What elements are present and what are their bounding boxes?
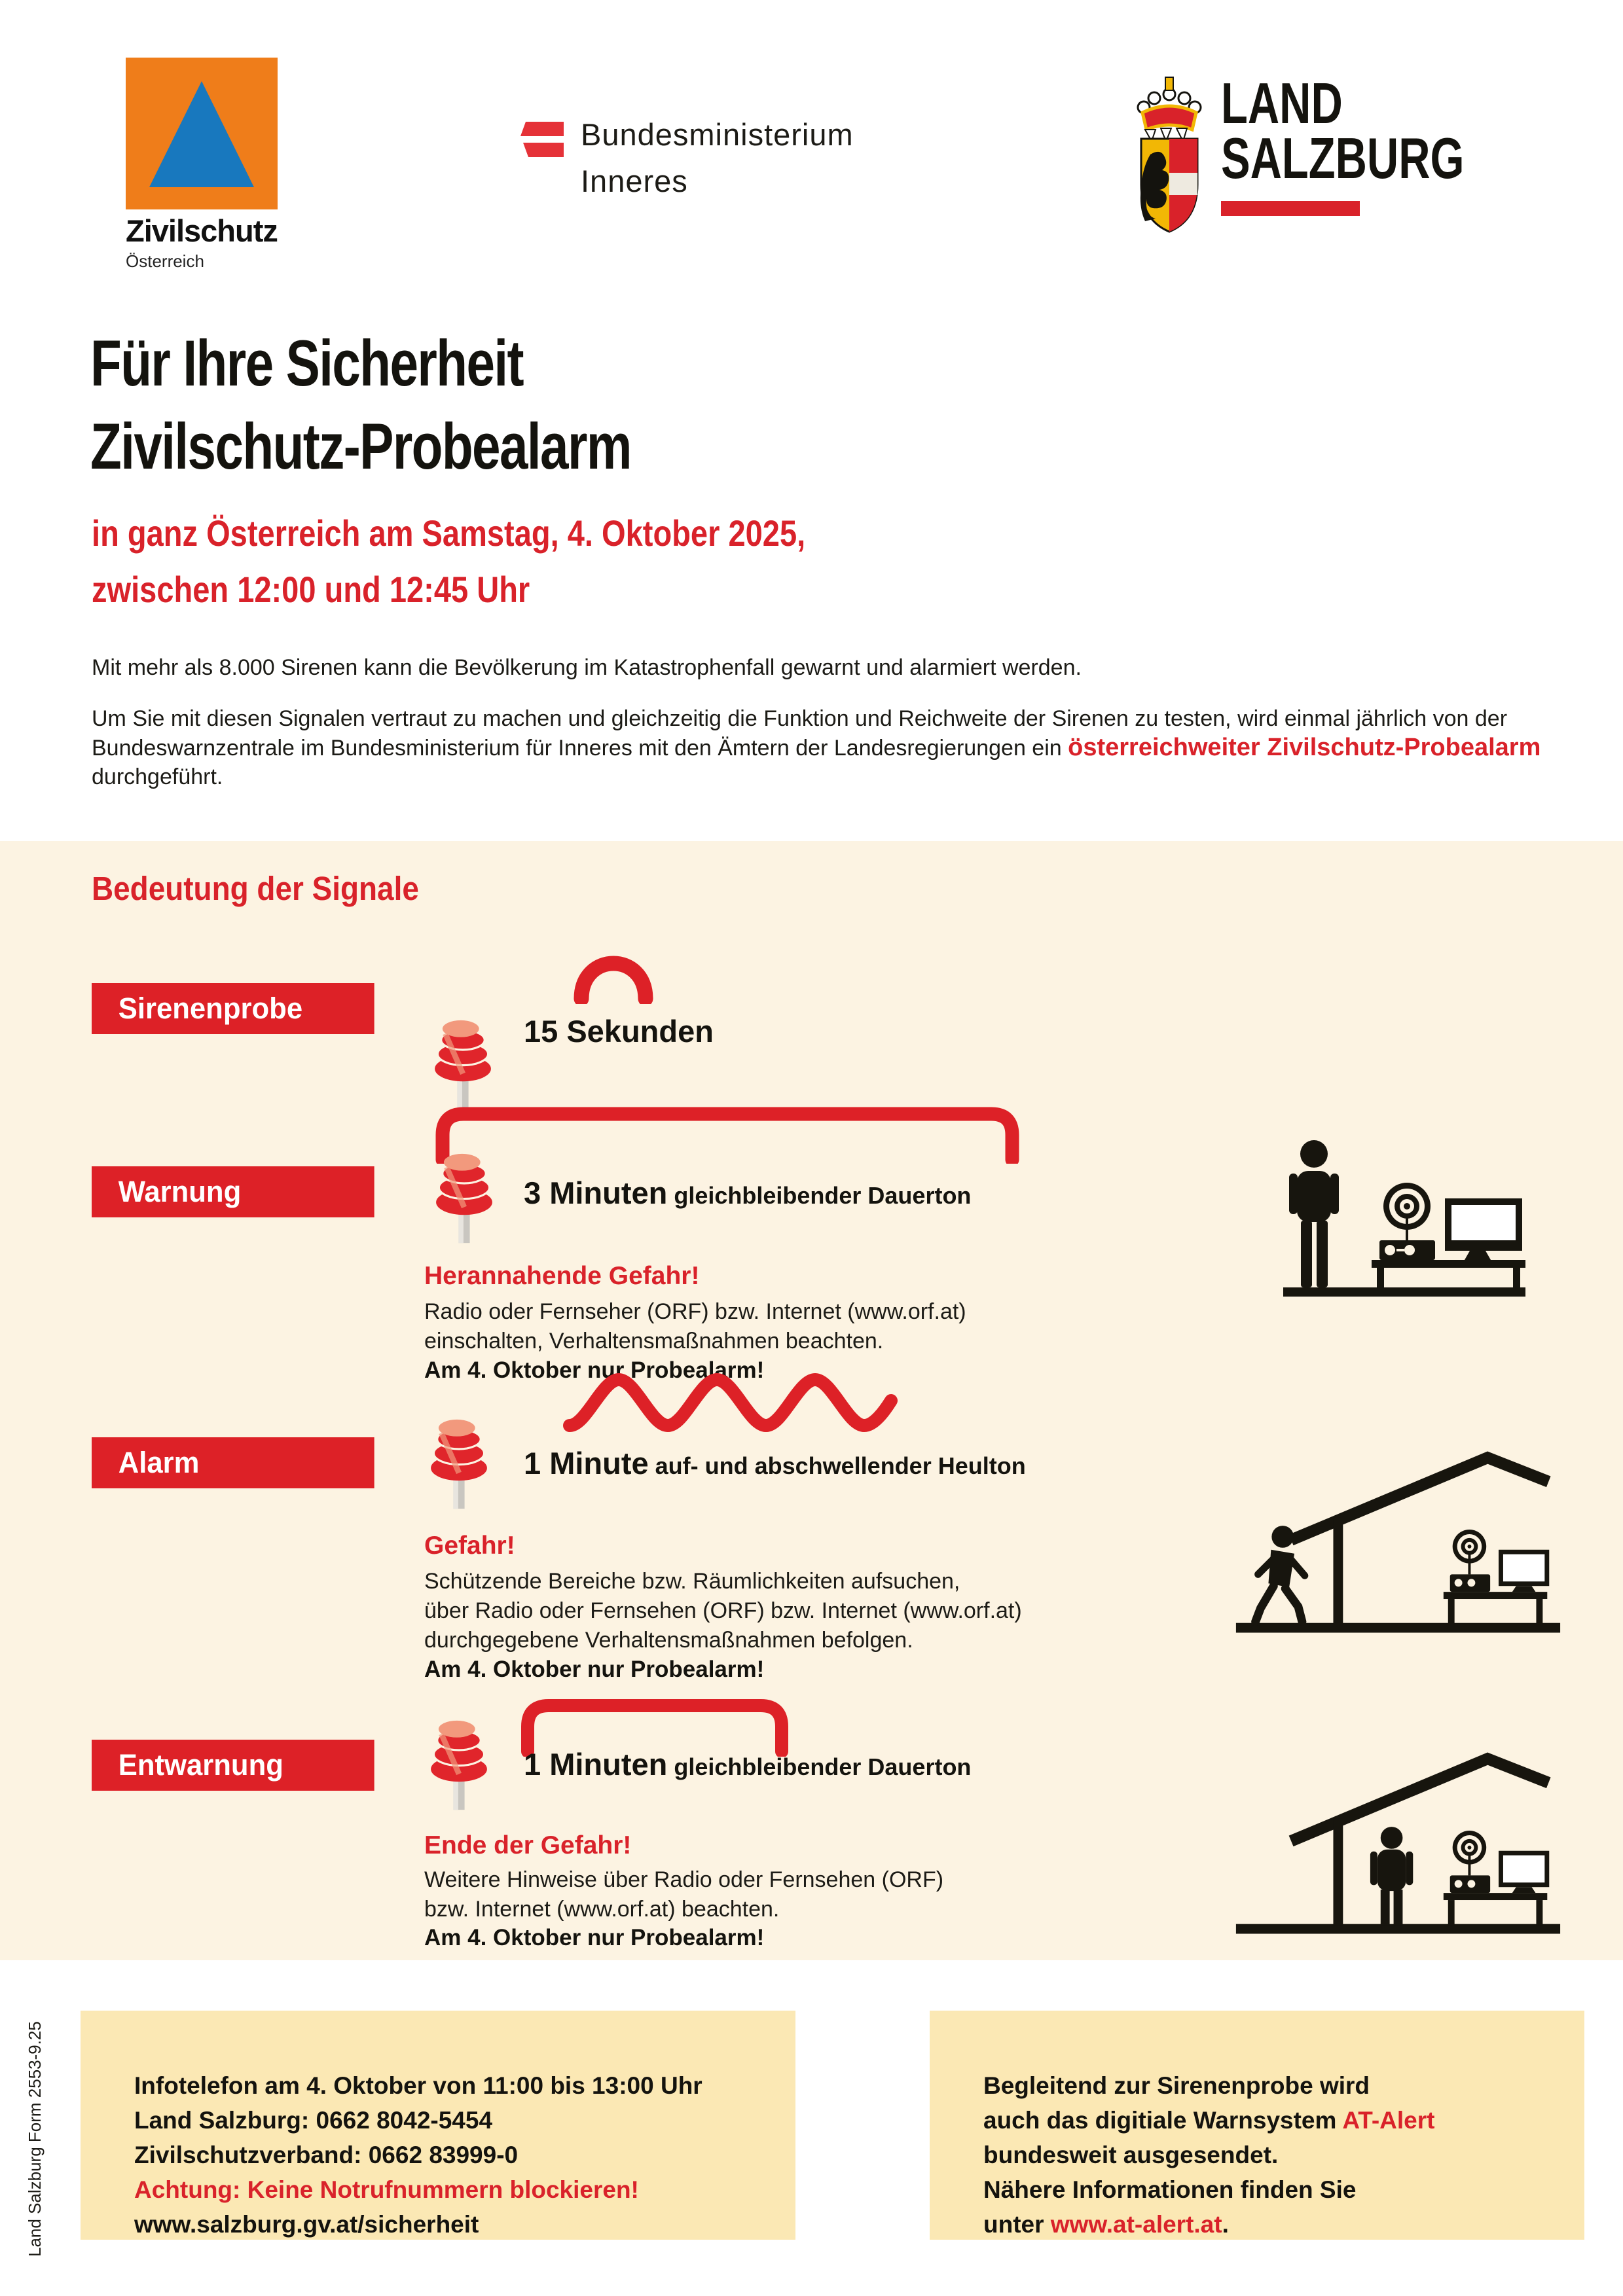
signal-label-entwarnung: Entwarnung xyxy=(92,1740,374,1791)
signal-desc-line: bzw. Internet (www.orf.at) beachten. xyxy=(424,1897,780,1922)
signal-bold-line: Am 4. Oktober nur Probealarm! xyxy=(424,1657,765,1682)
signal-alert-alarm: Gefahr! xyxy=(424,1532,515,1560)
intro-p2-start: Um Sie mit diesen Signalen vertraut zu machen und gleichzeitig die Funktion und Reichweite der Sirenen zu testen, wird einmal jährlich von der Bundeswarnzentrale im Bundesministerium für Inneres mit den Ämtern der Landesregierungen ein xyxy=(92,706,1508,761)
signal-duration-suffix: gleichbleibender Dauerton xyxy=(674,1753,972,1780)
ministry-department: Inneres xyxy=(581,164,688,198)
at-alert-line3: bundesweit ausgesendet. xyxy=(983,2142,1279,2168)
ministry-name: Bundesministerium xyxy=(581,117,854,152)
tone-wave-icon xyxy=(560,1367,913,1433)
subtitle-line1: in ganz Österreich am Samstag, 4. Oktober 2025, xyxy=(92,512,806,554)
signal-bold-line: Am 4. Oktober nur Probealarm! xyxy=(424,1925,765,1950)
salzburg-coat-of-arms-icon xyxy=(1136,73,1203,236)
at-alert-highlight: AT-Alert xyxy=(1342,2107,1435,2134)
tone-arc-short-icon xyxy=(571,944,656,1004)
at-alert-url: www.at-alert.at xyxy=(1050,2211,1222,2238)
intro-p2-end: durchgeführt. xyxy=(92,764,223,789)
signal-bold-line: Am 4. Oktober nur Probealarm! xyxy=(424,1357,765,1383)
at-alert-line5: unter www.at-alert.at. xyxy=(983,2211,1229,2238)
salzburg-url: www.salzburg.gv.at/sicherheit xyxy=(134,2211,479,2238)
person-in-house-pictogram xyxy=(1230,1727,1567,1943)
signal-duration-sirenenprobe: 15 Sekunden xyxy=(524,1014,714,1049)
zivilschutz-logo xyxy=(126,58,278,272)
salzburg-logo-bar xyxy=(1221,201,1360,216)
signal-duration-alarm: 1 Minute auf- und abschwellender Heulton xyxy=(524,1446,1026,1480)
signal-duration-suffix: gleichbleibender Dauerton xyxy=(674,1182,972,1209)
intro-p2-highlight: österreichweiter Zivilschutz-Probealarm xyxy=(1068,734,1541,761)
signals-heading: Bedeutung der Signale xyxy=(92,870,419,907)
austria-flag-icon xyxy=(520,122,564,161)
land-salzburg-logo xyxy=(1136,73,1541,236)
signal-duration-suffix: auf- und abschwellender Heulton xyxy=(655,1452,1026,1479)
zivilschutzverband-phone: Zivilschutzverband: 0662 83999-0 xyxy=(134,2142,519,2168)
tone-bracket-long-icon xyxy=(432,1103,1023,1164)
notruf-warning-line: Achtung: Keine Notrufnummern blockieren! xyxy=(134,2176,639,2203)
person-radio-tv-pictogram xyxy=(1273,1129,1535,1299)
zivilschutz-logo-country: Österreich xyxy=(126,251,204,271)
siren-icon xyxy=(420,1707,498,1813)
signal-alert-warnung: Herannahende Gefahr! xyxy=(424,1262,700,1290)
signal-label-warnung: Warnung xyxy=(92,1166,374,1217)
salzburg-logo-line1: LAND xyxy=(1221,71,1343,135)
siren-icon xyxy=(424,1007,501,1113)
siren-icon xyxy=(420,1406,498,1512)
signal-desc-line: durchgegebene Verhaltensmaßnahmen befolgen. xyxy=(424,1628,913,1653)
signal-desc-line: Weitere Hinweise über Radio oder Fernsehen (ORF) xyxy=(424,1867,944,1892)
siren-icon xyxy=(426,1140,503,1246)
zivilschutz-logo-name: Zivilschutz xyxy=(126,213,278,248)
signal-label-sirenenprobe: Sirenenprobe xyxy=(92,983,374,1034)
person-entering-house-pictogram xyxy=(1230,1426,1567,1641)
signal-alert-entwarnung: Ende der Gefahr! xyxy=(424,1831,632,1859)
form-id-vertical: Land Salzburg Form 2553-9.25 xyxy=(25,2021,45,2257)
at-alert-line4: Nähere Informationen finden Sie xyxy=(983,2176,1357,2203)
info-box-right xyxy=(930,2011,1584,2240)
ministry-logo xyxy=(520,117,854,199)
info-box-left xyxy=(81,2011,795,2240)
at-alert-line2: auch das digitiale Warnsystem AT-Alert xyxy=(983,2107,1435,2134)
intro-paragraph-1: Mit mehr als 8.000 Sirenen kann die Bevölkerung im Katastrophenfall gewarnt und alarmiert werden. xyxy=(92,655,1082,680)
signal-duration-entwarnung: 1 Minuten gleichbleibender Dauerton xyxy=(524,1747,972,1782)
subtitle-line2: zwischen 12:00 und 12:45 Uhr xyxy=(92,569,530,610)
signal-label-alarm: Alarm xyxy=(92,1437,374,1488)
page-title-line1: Für Ihre Sicherheit xyxy=(90,327,524,399)
salzburg-logo-line2: SALZBURG xyxy=(1221,126,1465,191)
signal-desc-line: über Radio oder Fernsehen (ORF) bzw. Internet (www.orf.at) xyxy=(424,1598,1022,1623)
zivilschutz-triangle-icon xyxy=(126,58,278,209)
signal-desc-line: Schützende Bereiche bzw. Räumlichkeiten aufsuchen, xyxy=(424,1569,960,1594)
infotelefon-line: Infotelefon am 4. Oktober von 11:00 bis 13:00 Uhr xyxy=(134,2072,702,2099)
land-salzburg-phone: Land Salzburg: 0662 8042-5454 xyxy=(134,2107,493,2134)
signal-desc-line: Radio oder Fernseher (ORF) bzw. Internet (www.orf.at) xyxy=(424,1299,966,1324)
page-title-line2: Zivilschutz-Probealarm xyxy=(90,410,631,482)
signal-duration-warnung: 3 Minuten gleichbleibender Dauerton xyxy=(524,1175,972,1210)
signal-desc-line: einschalten, Verhaltensmaßnahmen beachten. xyxy=(424,1329,884,1354)
intro-paragraph-2 xyxy=(92,704,1558,791)
at-alert-line1: Begleitend zur Sirenenprobe wird xyxy=(983,2072,1370,2099)
